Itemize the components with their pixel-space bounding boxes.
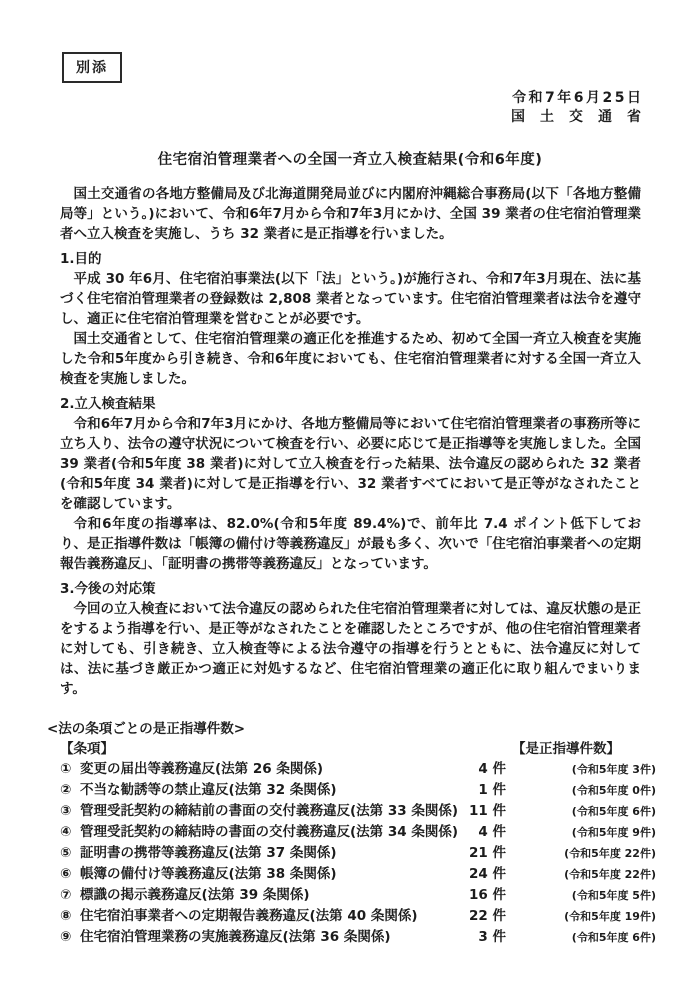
row-previous-count: (令和5年度 6件): [571, 805, 656, 818]
date-block: [511, 89, 656, 127]
violation-row: [60, 864, 656, 885]
violation-row: [60, 885, 656, 906]
row-previous-count: (令和5年度 9件): [571, 826, 656, 839]
row-count: 11 件: [469, 803, 506, 819]
violation-table-column-headers: [60, 739, 656, 759]
row-label: 帳簿の備付け等義務違反(法第 38 条関係): [80, 866, 337, 882]
section-paragraph: 令和6年7月から令和7年3月にかけ、各地方整備局等において住宅宿泊管理業者の事務所等に立ち入り、法令の遵守状況について検査を行い、必要に応じて是正指導等を実施しました。全国 39 業者(令和5年度 38 業者)に対して立入検査を行った結果、法令違反の認められた 32 業者(令和5年度 34 業者)に対して是正指導を行い、32 業者すべてにおいて是正等がなされたことを確認しています。: [60, 416, 641, 512]
violation-row: [60, 843, 656, 864]
row-previous-count: (令和5年度 0件): [571, 784, 656, 797]
violation-row: [60, 906, 656, 927]
section-paragraph: 令和6年度の指導率は、82.0%(令和5年度 89.4%)で、前年比 7.4 ポイント低下しており、是正指導件数は「帳簿の備付け等義務違反」が最も多く、次いで「住宅宿泊事業者への定期報告義務違反」、「証明書の携帯等義務違反」となっています。: [60, 516, 641, 572]
row-number: ⑨: [60, 929, 72, 945]
row-label: 証明書の携帯等義務違反(法第 37 条関係): [80, 845, 337, 861]
column-header-provision: 【条項】: [60, 741, 114, 757]
violation-row: [60, 780, 656, 801]
row-count: 22 件: [469, 908, 506, 924]
row-number: ④: [60, 824, 72, 840]
row-previous-count: (令和5年度 22件): [564, 847, 656, 860]
row-previous-count: (令和5年度 5件): [571, 889, 656, 902]
row-label: 住宅宿泊管理業務の実施義務違反(法第 36 条関係): [80, 929, 391, 945]
row-number: ⑥: [60, 866, 72, 882]
row-previous-count: (令和5年度 3件): [571, 763, 656, 776]
row-label: 標識の掲示義務違反(法第 39 条関係): [80, 887, 310, 903]
section-paragraph: 国土交通省として、住宅宿泊管理業の適正化を推進するため、初めて全国一斉立入検査を実施した令和5年度から引き続き、令和6年度においても、住宅宿泊管理業者に対する全国一斉立入検査を実施しました。: [60, 331, 641, 387]
row-count: 21 件: [469, 845, 506, 861]
row-label: 変更の届出等義務違反(法第 26 条関係): [80, 761, 324, 777]
organization-name: 国土交通省: [511, 109, 656, 125]
document-body: [47, 184, 656, 948]
attachment-label-box: [62, 52, 122, 83]
row-number: ①: [60, 761, 72, 777]
section-heading-results: 2.立入検査結果: [60, 396, 156, 412]
row-previous-count: (令和5年度 6件): [571, 931, 656, 944]
row-count: 3 件: [478, 929, 506, 945]
section-heading-purpose: 1.目的: [60, 251, 102, 267]
row-previous-count: (令和5年度 19件): [564, 910, 656, 923]
row-count: 24 件: [469, 866, 506, 882]
row-label: 住宅宿泊事業者への定期報告義務違反(法第 40 条関係): [80, 908, 418, 924]
column-header-count: 【是正指導件数】: [512, 741, 620, 757]
violation-row: [60, 822, 656, 843]
document-date: 令和7年6月25日: [512, 90, 644, 106]
row-count: 1 件: [478, 782, 506, 798]
violation-table-heading: <法の条項ごとの是正指導件数>: [47, 721, 246, 737]
row-previous-count: (令和5年度 22件): [564, 868, 656, 881]
row-number: ⑦: [60, 887, 72, 903]
section-heading-future-measures: 3.今後の対応策: [60, 581, 156, 597]
violation-row: [60, 801, 656, 822]
section-paragraph: 今回の立入検査において法令違反の認められた住宅宿泊管理業者に対しては、違反状態の是正をするよう指導を行い、是正等がなされたことを確認したところですが、他の住宅宿泊管理業者に対しても、引き続き、立入検査等による法令遵守の指導を行うとともに、法令違反に対しては、法に基づき厳正かつ適正に対処するなど、住宅宿泊管理業の適正化に取り組んでまいります。: [60, 601, 641, 697]
row-number: ⑤: [60, 845, 72, 861]
row-count: 4 件: [478, 824, 506, 840]
row-label: 管理受託契約の締結前の書面の交付義務違反(法第 33 条関係): [80, 803, 459, 819]
section-paragraph: 平成 30 年6月、住宅宿泊事業法(以下「法」という。)が施行され、令和7年3月現在、法に基づく住宅宿泊管理業者の登録数は 2,808 業者となっています。住宅宿泊管理業者は法令を遵守し、適正に住宅宿泊管理業を営むことが必要です。: [60, 271, 641, 327]
row-count: 16 件: [469, 887, 506, 903]
row-count: 4 件: [478, 761, 506, 777]
row-label: 不当な勧誘等の禁止違反(法第 32 条関係): [80, 782, 337, 798]
row-number: ⑧: [60, 908, 72, 924]
attachment-label: 別添: [76, 60, 108, 76]
document-title: 住宅宿泊管理業者への全国一斉立入検査結果(令和6年度): [157, 152, 543, 168]
row-number: ②: [60, 782, 72, 798]
row-number: ③: [60, 803, 72, 819]
intro-paragraph: 国土交通省の各地方整備局及び北海道開発局並びに内閣府沖縄総合事務局(以下「各地方整備局等」という。)において、令和6年7月から令和7年3月にかけ、全国 39 業者の住宅宿泊管理業者へ立入検査を実施し、うち 32 業者に是正指導を行いました。: [60, 186, 641, 242]
row-label: 管理受託契約の締結時の書面の交付義務違反(法第 34 条関係): [80, 824, 459, 840]
violation-row: [60, 759, 656, 780]
violation-row: [60, 927, 656, 948]
